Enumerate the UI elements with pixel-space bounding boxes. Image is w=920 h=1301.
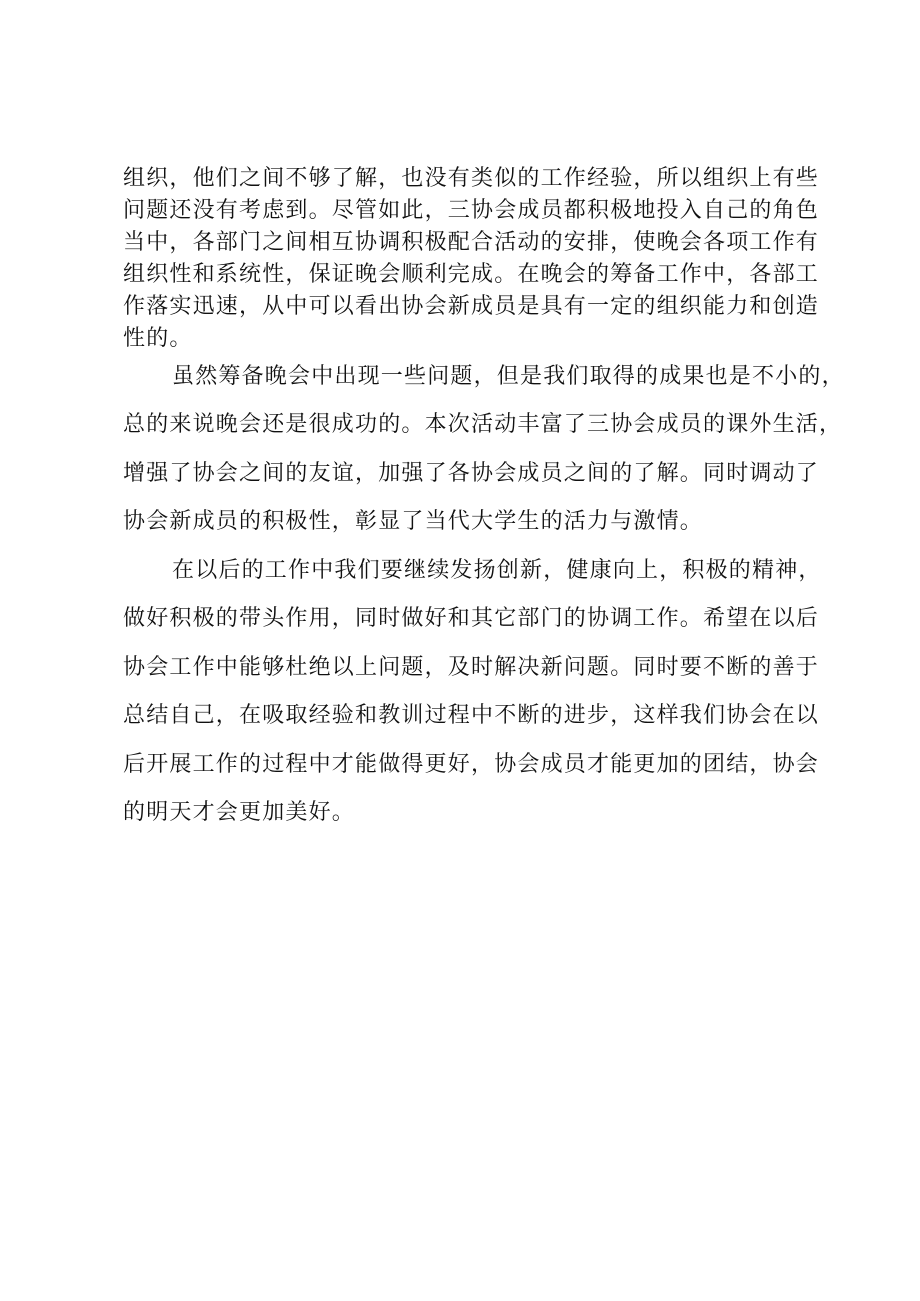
text-line: 在以后的工作中我们要继续发扬创新，健康向上，积极的精神， [172, 558, 822, 583]
text-line: 组织，他们之间不够了解，也没有类似的工作经验，所以组织上有些 [123, 166, 820, 191]
text-line: 协会新成员的积极性，彰显了当代大学生的活力与激情。 [123, 509, 704, 534]
text-line: 总结自己，在吸取经验和教训过程中不断的进步，这样我们协会在以 [123, 703, 820, 728]
text-line: 问题还没有考虑到。尽管如此，三协会成员都积极地投入自己的角色 [123, 198, 820, 223]
text-line: 虽然筹备晚会中出现一些问题，但是我们取得的成果也是不小的， [172, 364, 845, 389]
text-line: 协会工作中能够杜绝以上问题，及时解决新问题。同时要不断的善于 [123, 655, 820, 680]
text-line: 增强了协会之间的友谊，加强了各协会成员之间的了解。同时调动了 [123, 461, 820, 486]
text-line: 当中，各部门之间相互协调积极配合活动的安排，使晚会各项工作有 [123, 230, 820, 255]
text-line: 后开展工作的过程中才能做得更好，协会成员才能更加的团结，协会 [123, 752, 820, 777]
text-line: 作落实迅速，从中可以看出协会新成员是具有一定的组织能力和创造 [123, 294, 820, 319]
text-line: 性的。 [123, 326, 193, 351]
text-line: 组织性和系统性，保证晚会顺利完成。在晚会的筹备工作中，各部工 [123, 262, 820, 287]
text-line: 总的来说晚会还是很成功的。本次活动丰富了三协会成员的课外生活， [123, 412, 843, 437]
text-line: 的明天才会更加美好。 [123, 800, 356, 825]
text-line: 做好积极的带头作用，同时做好和其它部门的协调工作。希望在以后 [123, 606, 820, 631]
